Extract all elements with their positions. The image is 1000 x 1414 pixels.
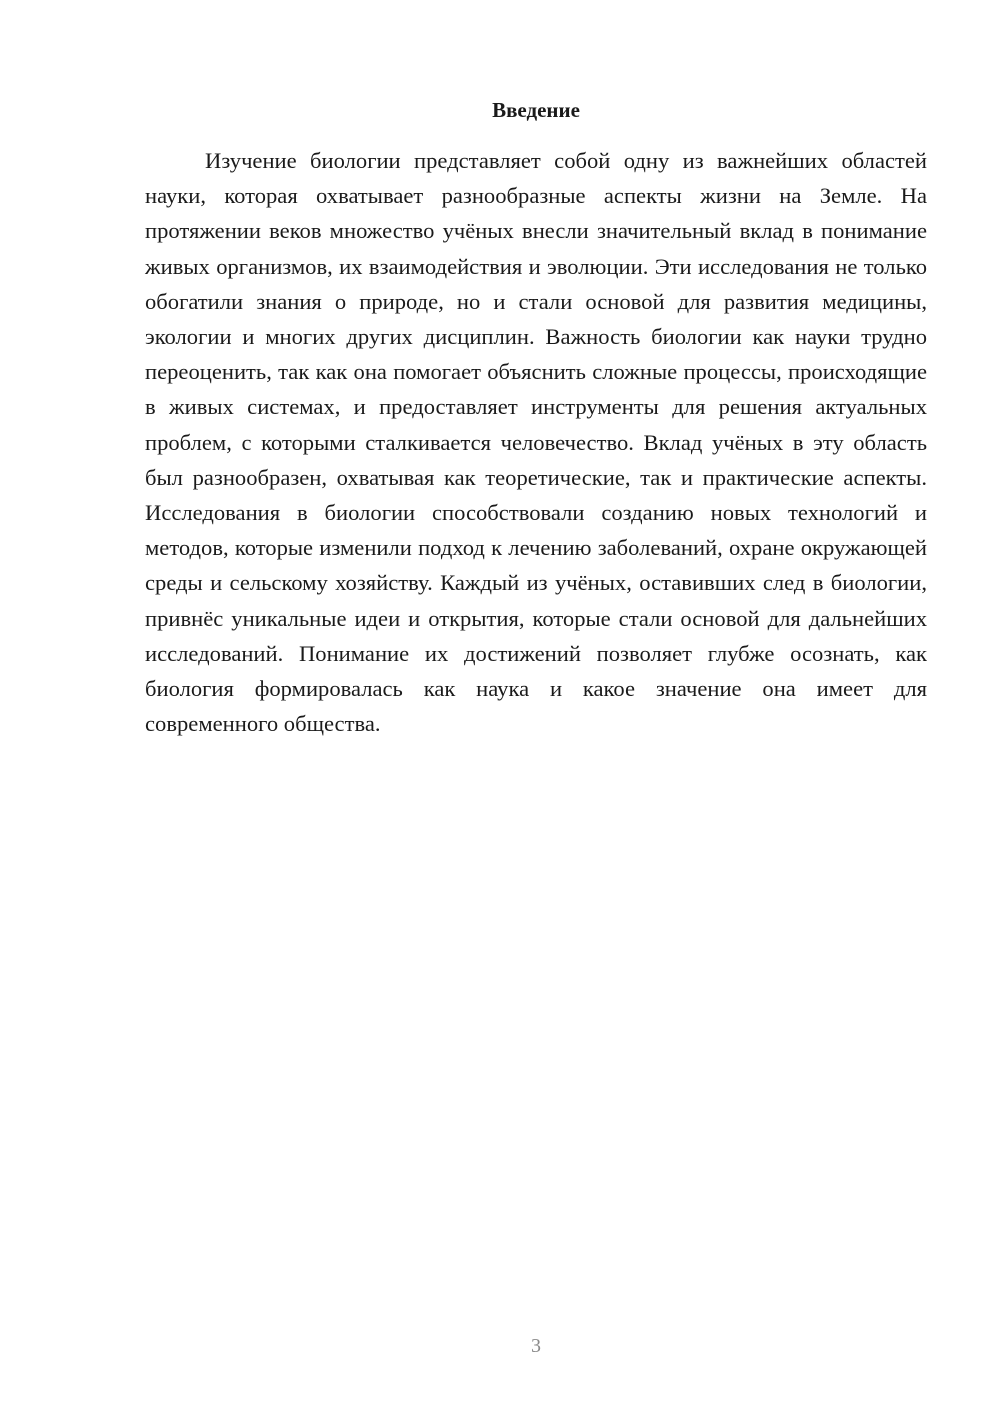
section-heading: Введение bbox=[492, 98, 580, 122]
page-number: 3 bbox=[531, 1335, 541, 1357]
introduction-paragraph: Изучение биологии представляет собой одну из важнейших областей науки, которая охватывает разнообразные аспекты жизни на Земле. На протяжении веков множество учёных внесли значительный вклад в понимание живых организмов, их взаимодействия и эволюции. Эти исследования не только обогатили знания о природе, но и стали основой для развития медицины, экологии и многих других дисциплин. Важность биологии как науки трудно переоценить, так как она помогает объяснить сложные процессы, происходящие в живых системах, и предоставляет инструменты для решения актуальных проблем, с которыми сталкивается человечество. Вклад учёных в эту область был разнообразен, охватывая как теоретические, так и практические аспекты. Исследования в биологии способствовали созданию новых технологий и методов, которые изменили подход к лечению заболеваний, охране окружающей среды и сельскому хозяйству. Каждый из учёных, оставивших след в биологии, привнёс уникальные идеи и открытия, которые стали основой для дальнейших исследований. Понимание их достижений позволяет глубже осознать, как биология формировалась как наука и какое значение она имеет для современного общества. bbox=[145, 148, 927, 737]
